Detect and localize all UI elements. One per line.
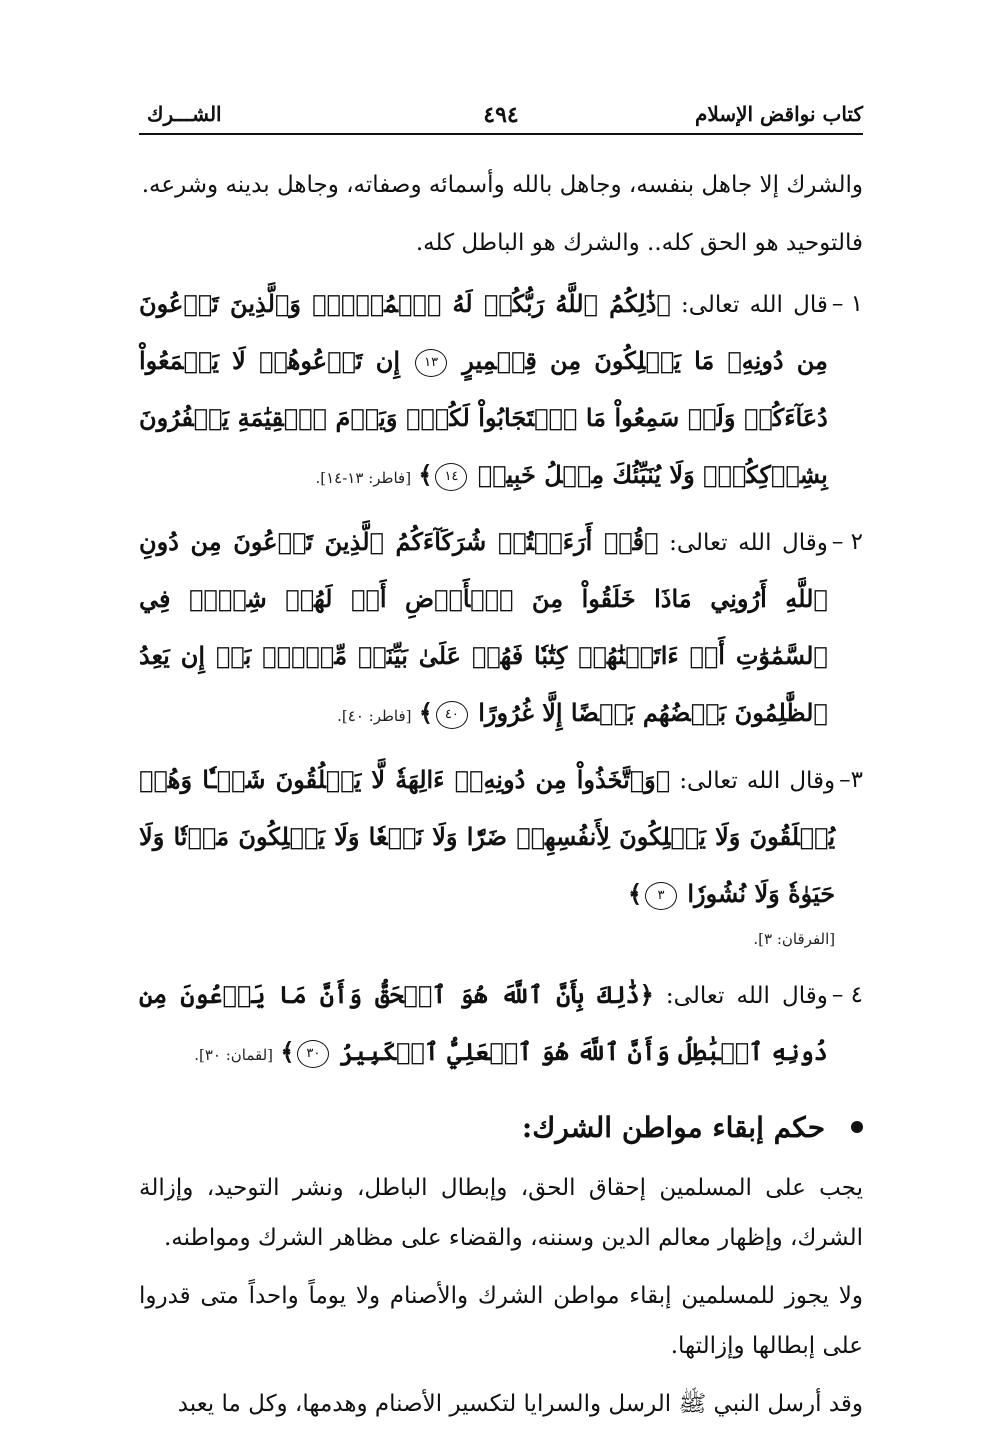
verse-number: ٤ – xyxy=(831,982,863,1008)
ornate-bracket-open: ﴿ xyxy=(656,289,671,318)
paragraph-2: فالتوحيد هو الحق كله.. والشرك هو الباطل كله. xyxy=(415,230,863,256)
bullet-icon xyxy=(851,1121,863,1133)
verse-content xyxy=(139,752,835,959)
verse-intro: وقال الله تعالى: xyxy=(679,768,836,794)
verse-item-4 xyxy=(139,967,863,1083)
paragraph-1: والشرك إلا جاهل بنفسه، وجاهل بالله وأسمائه وصفاته، وجاهل بدينه وشرعه. xyxy=(141,172,863,198)
verse-intro: وقال الله تعالى: xyxy=(665,983,828,1009)
book-title: كتاب نواقض الإسلام xyxy=(695,102,863,126)
verse-number: ٢ – xyxy=(831,529,863,555)
verse-item-1 xyxy=(139,276,863,506)
ayah-end-marker: ٣٠ xyxy=(297,1040,329,1068)
verse-item-3 xyxy=(139,752,863,959)
ayah-end-marker: ١٤ xyxy=(435,463,467,491)
surah-reference: [فاطر: ١٣-١٤]. xyxy=(315,469,412,487)
section-paragraph-1: يجب على المسلمين إحقاق الحق، وإبطال الباطل، ونشر التوحيد، وإزالة الشرك، وإظهار معالم الدين وسننه، والقضاء على مظاهر الشرك ومواطنه. xyxy=(139,1175,863,1251)
ornate-bracket-close: ﴾ xyxy=(418,698,433,727)
verse-content xyxy=(139,514,828,744)
verse-content xyxy=(139,276,828,506)
quran-text: ذَٰلِكُمُ ٱللَّهُ رَبُّكُمۡ لَهُ ٱلۡمُلۡكُۚ وَٱلَّذِينَ تَدۡعُونَ مِن دُونِهِۦ مَا يَمۡلِكُونَ مِن قِطۡمِيرٍ xyxy=(139,289,828,375)
page-header xyxy=(139,100,863,136)
surah-reference: [الفرقان: ٣]. xyxy=(753,930,836,948)
quran-text: ذَٰلِكَ بِأَنَّ ٱللَّهَ هُوَ ٱلۡحَقُّ وَأَنَّ مَا يَدۡعُونَ مِن دُونِهِ ٱلۡبَٰطِلُ وَأَنَّ ٱللَّهَ هُوَ ٱلۡعَلِيُّ ٱلۡكَبِيرُ xyxy=(139,980,828,1066)
chapter-title: الشـــرك xyxy=(147,102,222,126)
quran-text: إِن تَدۡعُوهُمۡ لَا يَسۡمَعُواْ دُعَآءَكُمۡ وَلَوۡ سَمِعُواْ مَا ٱسۡتَجَابُواْ لَكُمۡۖ وَيَوۡمَ ٱلۡقِيَٰمَةِ يَكۡفُرُونَ بِشِرۡكِكُمۡۚ وَلَا يُنَبِّئُكَ مِثۡلُ خَبِيرٖ xyxy=(139,346,828,489)
ornate-bracket-close: ﴾ xyxy=(627,879,643,908)
ayah-end-marker: ١٣ xyxy=(415,349,447,377)
ornate-bracket-open: ﴿ xyxy=(639,980,654,1009)
verse-item-2 xyxy=(139,514,863,744)
surah-reference: [لقمان: ٣٠]. xyxy=(194,1046,274,1064)
ornate-bracket-open: ﴿ xyxy=(644,527,659,556)
verse-intro: قال الله تعالى: xyxy=(680,292,828,318)
surah-reference: [فاطر: ٤٠]. xyxy=(337,707,412,725)
section-heading-row xyxy=(139,1097,863,1157)
ornate-bracket-close: ﴾ xyxy=(280,1037,295,1066)
verse-number: ١ – xyxy=(831,291,863,317)
verse-intro: وقال الله تعالى: xyxy=(669,530,828,556)
ayah-end-marker: ٤٠ xyxy=(436,701,468,729)
ornate-bracket-close: ﴾ xyxy=(418,460,433,489)
verse-number: ٣– xyxy=(839,767,863,793)
section-heading: حكم إبقاء مواطن الشرك: xyxy=(521,1110,825,1144)
page-number: ٤٩٤ xyxy=(483,102,519,128)
section-paragraph-3: وقد أرسل النبي ﷺ الرسل والسرايا لتكسير الأصنام وهدمها، وكل ما يعبد xyxy=(177,1391,863,1417)
section-paragraph-2: ولا يجوز للمسلمين إبقاء مواطن الشرك والأصنام ولا يوماً واحداً متى قدروا على إبطالها وإزالتها. xyxy=(139,1283,863,1359)
quran-text: قُلۡ أَرَءَيۡتُمۡ شُرَكَآءَكُمُ ٱلَّذِينَ تَدۡعُونَ مِن دُونِ ٱللَّهِ أَرُونِي مَاذَا خَلَقُواْ مِنَ ٱلۡأَرۡضِ أَمۡ لَهُمۡ شِرۡكٞ فِي ٱلسَّمَٰوَٰتِ أَمۡ ءَاتَيۡنَٰهُمۡ كِتَٰبٗا فَهُمۡ عَلَىٰ بَيِّنَتٖ مِّنۡهُۚ بَلۡ إِن يَعِدُ ٱلظَّٰلِمُونَ بَعۡضُهُم بَعۡضًا إِلَّا غُرُورًا xyxy=(139,527,828,727)
page-body xyxy=(139,160,863,1429)
ayah-end-marker: ٣ xyxy=(645,882,677,910)
quran-text: وَٱتَّخَذُواْ مِن دُونِهِۦٓ ءَالِهَةٗ لَّا يَخۡلُقُونَ شَيۡـٔٗا وَهُمۡ يُخۡلَقُونَ وَلَا يَمۡلِكُونَ لِأَنفُسِهِمۡ ضَرّٗا وَلَا نَفۡعٗا وَلَا يَمۡلِكُونَ مَوۡتٗا وَلَا حَيَوٰةٗ وَلَا نُشُورٗا xyxy=(139,765,836,908)
ornate-bracket-open: ﴿ xyxy=(655,765,671,794)
verse-content xyxy=(139,967,828,1083)
header-divider xyxy=(139,133,863,135)
